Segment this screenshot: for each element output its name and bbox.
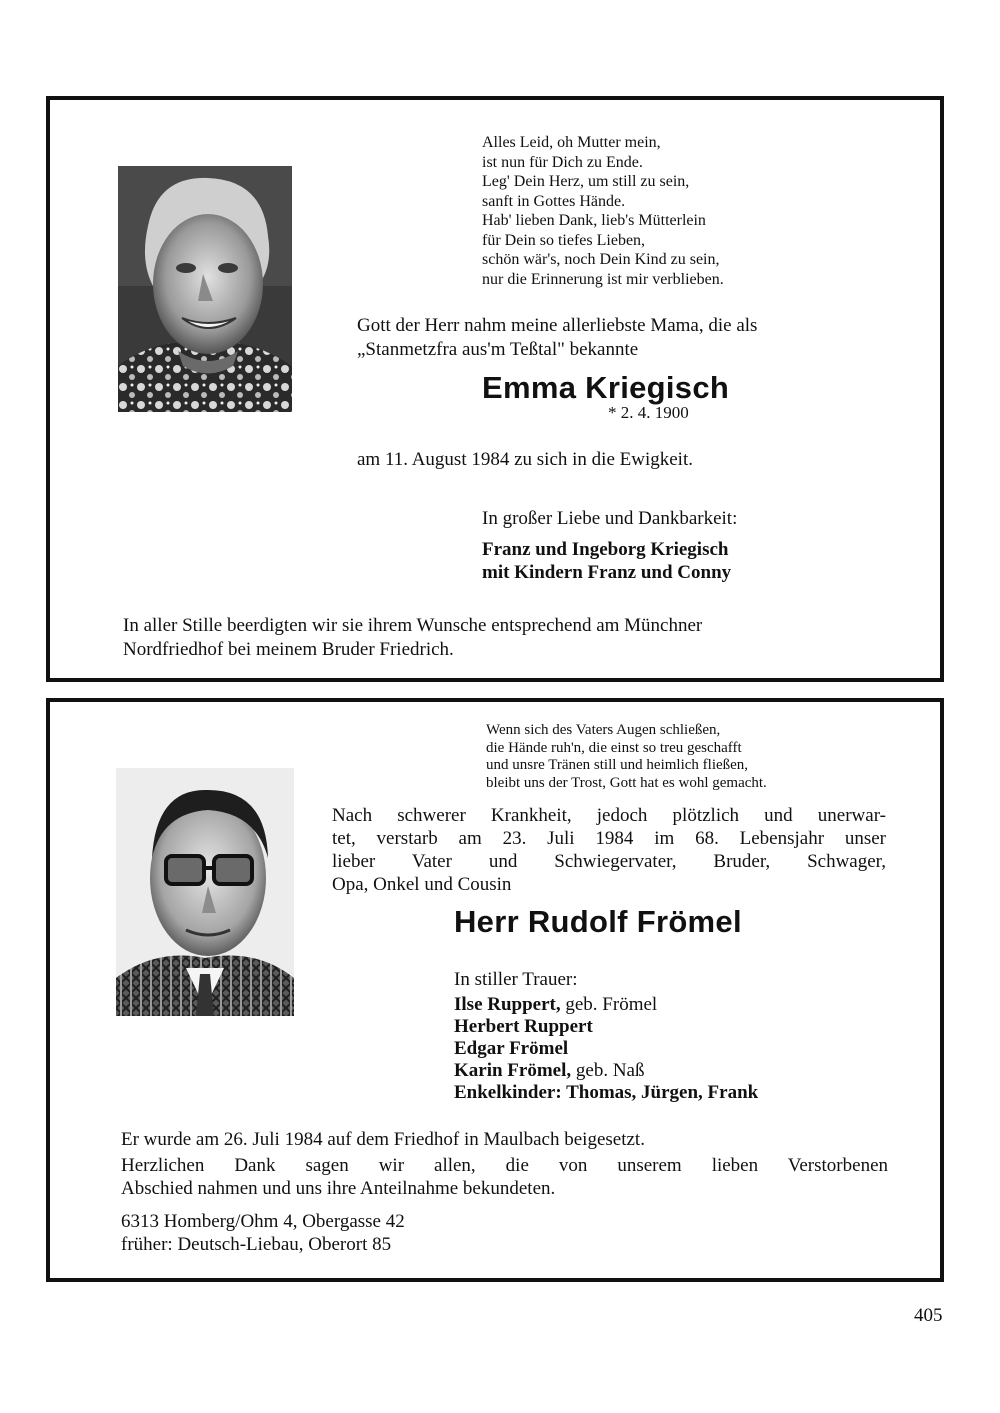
poem-line: bleibt uns der Trost, Gott hat es wohl gemacht. <box>486 774 767 791</box>
birth-date-emma: * 2. 4. 1900 <box>608 403 689 422</box>
poem-line: und unsre Tränen still und heimlich fließen, <box>486 757 749 773</box>
mourner-item <box>454 1016 758 1038</box>
mourner-item <box>454 1038 758 1060</box>
poem-line: ist nun für Dich zu Ende. <box>482 153 643 171</box>
mourners-list <box>454 994 758 1104</box>
intro-emma <box>357 314 757 362</box>
death-date-emma: am 11. August 1984 zu sich in die Ewigkeit. <box>357 449 693 470</box>
family-line: mit Kindern Franz und Conny <box>482 562 732 583</box>
thanks-note <box>121 1154 888 1200</box>
poem-line: Alles Leid, oh Mutter mein, <box>482 134 661 151</box>
mourner-name: Karin Frömel, <box>454 1060 572 1081</box>
gratitude-line: In großer Liebe und Dankbarkeit: <box>482 508 738 529</box>
mourner-name: Edgar Frömel <box>454 1038 569 1059</box>
mourner-name: Enkelkinder: Thomas, Jürgen, Frank <box>454 1082 759 1103</box>
obituary-emma-kriegisch <box>46 96 944 682</box>
obituary-rudolf-froemel <box>46 698 944 1282</box>
deceased-name-emma: Emma Kriegisch <box>482 370 730 405</box>
page-number: 405 <box>914 1305 943 1326</box>
mourner-item <box>454 1060 758 1082</box>
burial-note-rudolf: Er wurde am 26. Juli 1984 auf dem Friedhof in Maulbach beigesetzt. <box>121 1129 645 1150</box>
mourning-heading: In stiller Trauer: <box>454 969 578 990</box>
poem-line: Wenn sich des Vaters Augen schließen, <box>486 722 721 738</box>
poem-rudolf <box>486 722 767 792</box>
burial-line: Nordfriedhof bei meinem Bruder Friedrich. <box>123 639 454 660</box>
mourner-item <box>454 1082 758 1104</box>
portrait-photo-emma <box>118 166 292 412</box>
intro-line: lieber Vater und Schwiegervater, Bruder, Schwager, <box>332 851 886 872</box>
mourner-note: geb. Naß <box>571 1060 645 1081</box>
mourner-name: Herbert Ruppert <box>454 1016 593 1037</box>
intro-line: Gott der Herr nahm meine allerliebste Mama, die als <box>357 315 758 336</box>
intro-line: tet, verstarb am 23. Juli 1984 im 68. Lebensjahr unser <box>332 828 886 849</box>
intro-line: Opa, Onkel und Cousin <box>332 874 512 895</box>
poem-line: für Dein so tiefes Lieben, <box>482 231 646 249</box>
poem-emma <box>482 133 724 289</box>
address-line: früher: Deutsch-Liebau, Oberort 85 <box>121 1234 392 1255</box>
poem-line: nur die Erinnerung ist mir verblieben. <box>482 270 724 288</box>
thanks-line: Herzlichen Dank sagen wir allen, die von unserem lieben Verstorbenen <box>121 1155 888 1176</box>
mourner-note: geb. Frömel <box>560 994 658 1015</box>
family-line: Franz und Ingeborg Kriegisch <box>482 539 729 560</box>
mourner-name: Ilse Ruppert, <box>454 994 561 1015</box>
poem-line: die Hände ruh'n, die einst so treu geschafft <box>486 739 742 756</box>
poem-line: sanft in Gottes Hände. <box>482 192 626 210</box>
intro-rudolf <box>332 804 886 896</box>
poem-line: Hab' lieben Dank, lieb's Mütterlein <box>482 212 706 229</box>
address-block <box>121 1210 405 1256</box>
mourner-item <box>454 994 758 1016</box>
intro-line: „Stanmetzfra aus'm Teßtal" bekannte <box>357 339 639 360</box>
thanks-line: Abschied nahmen und uns ihre Anteilnahme bekundeten. <box>121 1178 556 1199</box>
deceased-name-rudolf: Herr Rudolf Frömel <box>454 904 742 939</box>
intro-line: Nach schwerer Krankheit, jedoch plötzlich und unerwar- <box>332 805 886 826</box>
poem-line: Leg' Dein Herz, um still zu sein, <box>482 173 690 190</box>
burial-note-emma <box>123 614 702 662</box>
burial-line: In aller Stille beerdigten wir sie ihrem Wunsche entsprechend am Münchner <box>123 615 703 636</box>
portrait-photo-rudolf <box>116 768 294 1016</box>
poem-line: schön wär's, noch Dein Kind zu sein, <box>482 251 720 268</box>
family-signature-emma <box>482 538 731 584</box>
address-line: 6313 Homberg/Ohm 4, Obergasse 42 <box>121 1211 405 1232</box>
